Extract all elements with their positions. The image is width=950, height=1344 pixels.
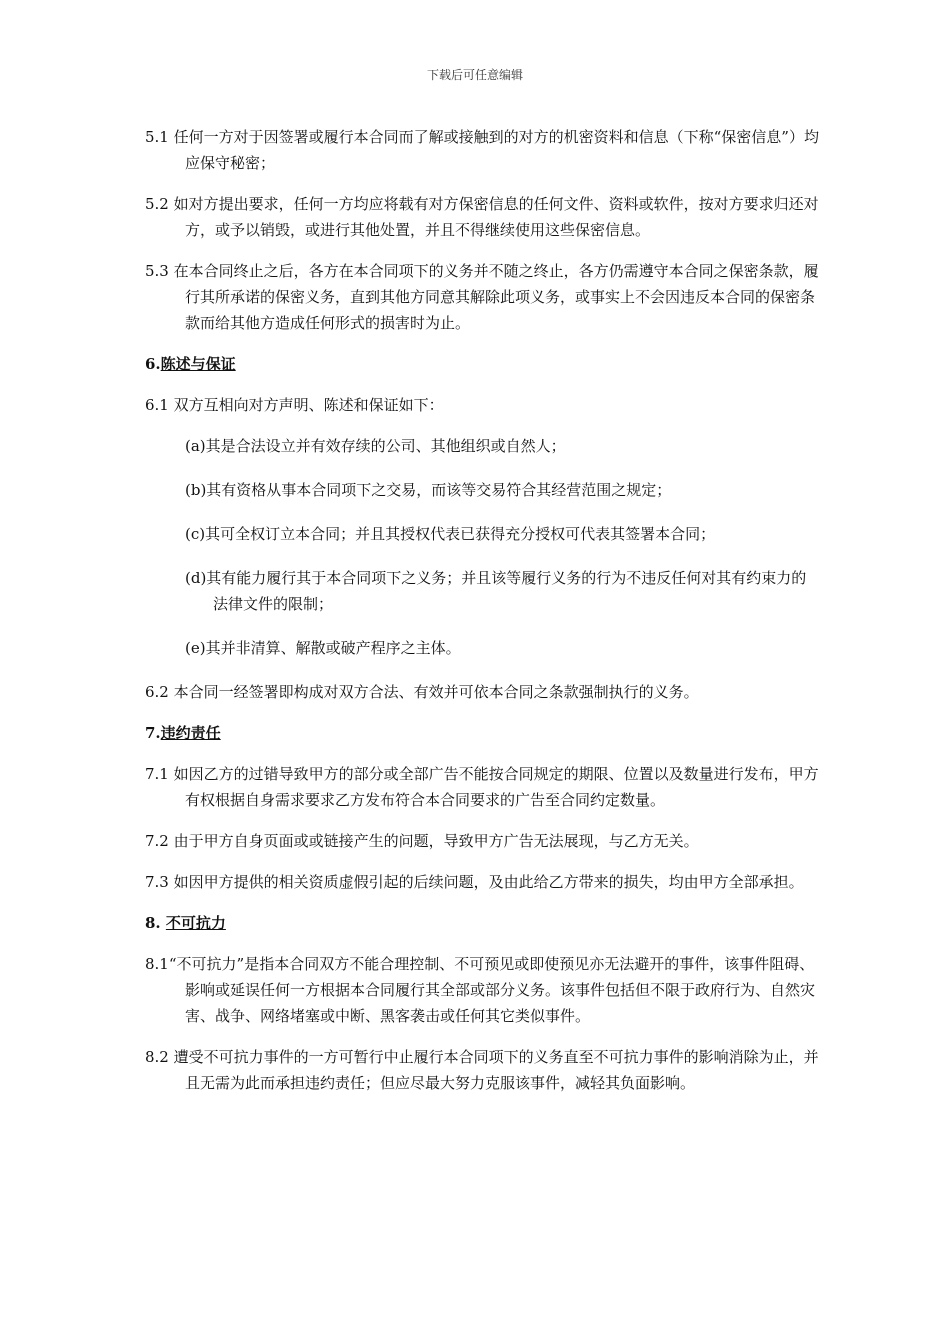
page-header: 下载后可任意编辑: [426, 68, 523, 82]
clause-6-1-c: (c)其可全权订立本合同；并且其授权代表已获得充分授权可代表其签署本合同；: [185, 525, 716, 543]
clause-6-1-b: (b)其有资格从事本合同项下之交易，而该等交易符合其经营范围之规定；: [185, 481, 672, 499]
clause-7-3: 7.3 如因甲方提供的相关资质虚假引起的后续问题，及由此给乙方带来的损失，均由甲方全部承担。: [145, 873, 804, 891]
document-body: [145, 124, 820, 1111]
clause-6-1-e: (e)其并非清算、解散或破产程序之主体。: [185, 639, 461, 657]
section-6-heading: [145, 351, 820, 377]
clause-6-1: 6.1 双方互相向对方声明、陈述和保证如下：: [145, 396, 444, 414]
clause-8-1: 8.1“不可抗力”是指本合同双方不能合理控制、不可预见或即使预见亦无法避开的事件，该事件阻碍、影响或延误任何一方根据本合同履行其全部或部分义务。该事件包括但不限于政府行为、自然灾害、战争、网络堵塞或中断、黑客袭击或任何其它类似事件。: [145, 955, 816, 1025]
clause-5-1: 5.1 任何一方对于因签署或履行本合同而了解或接触到的对方的机密资料和信息（下称“保密信息”）均应保守秘密；: [145, 128, 819, 172]
section-8-heading: [145, 910, 820, 936]
clause-5-3: 5.3 在本合同终止之后，各方在本合同项下的义务并不随之终止，各方仍需遵守本合同之保密条款，履行其所承诺的保密义务，直到其他方同意其解除此项义务，或事实上不会因违反本合同的保密条款而给其他方造成任何形式的损害时为止。: [145, 262, 819, 332]
clause-5-2: 5.2 如对方提出要求，任何一方均应将载有对方保密信息的任何文件、资料或软件，按对方要求归还对方，或予以销毁，或进行其他处置，并且不得继续使用这些保密信息。: [145, 195, 819, 239]
clause-6-1-d: (d)其有能力履行其于本合同项下之义务；并且该等履行义务的行为不违反任何对其有约束力的法律文件的限制；: [185, 569, 807, 613]
section-7-title: 违约责任: [160, 724, 221, 742]
clause-7-2: 7.2 由于甲方自身页面或或链接产生的问题，导致甲方广告无法展现，与乙方无关。: [145, 832, 699, 850]
section-6-title: 陈述与保证: [160, 355, 236, 373]
section-7-heading: [145, 720, 820, 746]
section-8-title: 不可抗力: [165, 914, 226, 932]
section-7-number: 7.: [145, 724, 161, 742]
clause-6-1-a: (a)其是合法设立并有效存续的公司、其他组织或自然人；: [185, 437, 566, 455]
clause-6-2: 6.2 本合同一经签署即构成对双方合法、有效并可依本合同之条款强制执行的义务。: [145, 683, 699, 701]
section-8-number: 8.: [145, 914, 166, 932]
clause-8-2: 8.2 遭受不可抗力事件的一方可暂行中止履行本合同项下的义务直至不可抗力事件的影响消除为止，并且无需为此而承担违约责任；但应尽最大努力克服该事件，减轻其负面影响。: [145, 1048, 819, 1092]
clause-7-1: 7.1 如因乙方的过错导致甲方的部分或全部广告不能按合同规定的期限、位置以及数量进行发布，甲方有权根据自身需求要求乙方发布符合本合同要求的广告至合同约定数量。: [145, 765, 819, 809]
section-6-number: 6.: [145, 355, 161, 373]
